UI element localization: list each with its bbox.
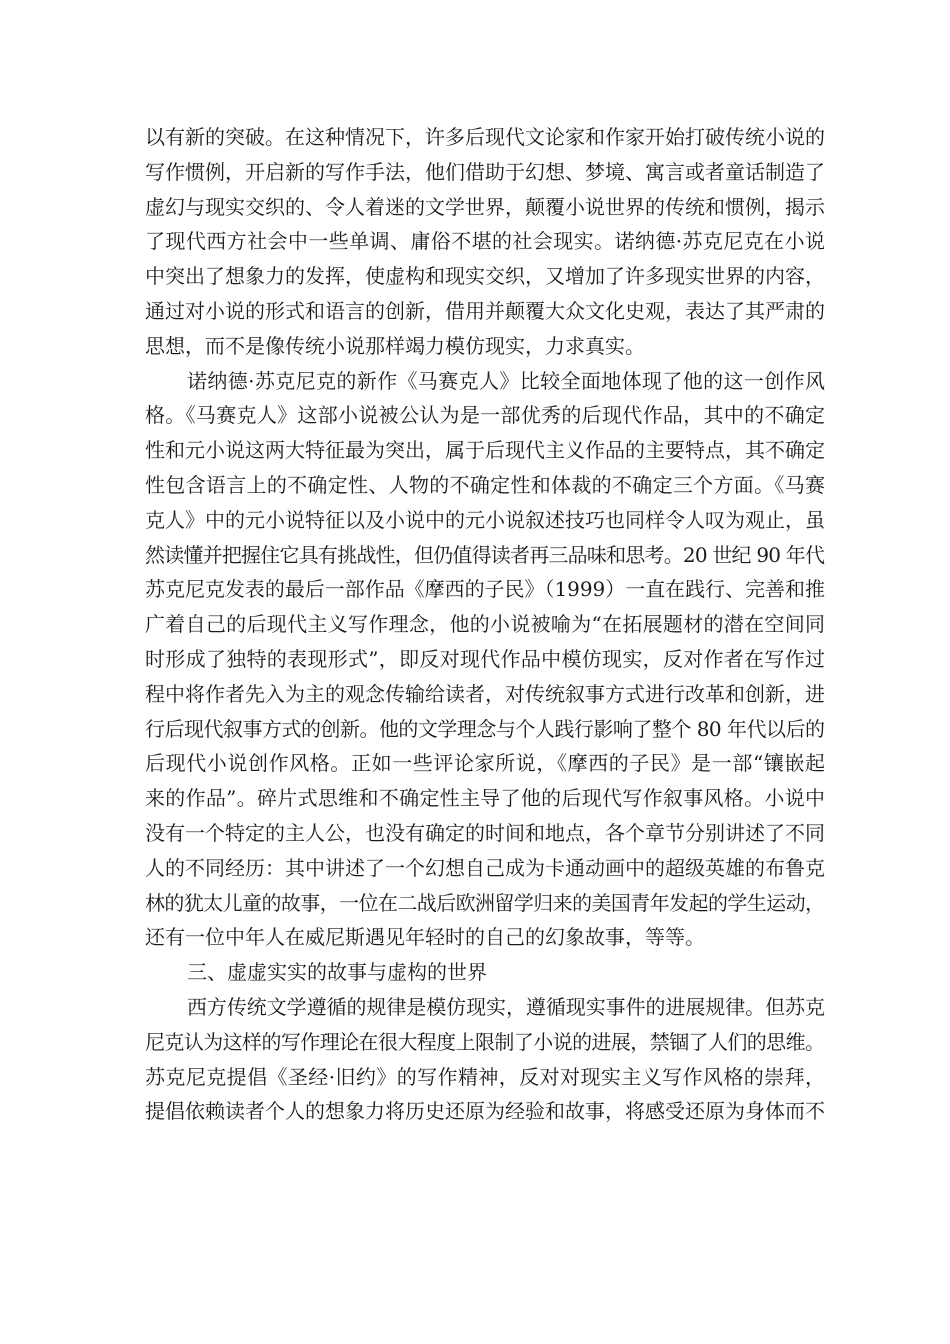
- text-line: 性包含语言上的不确定性、人物的不确定性和体裁的不确定三个方面。《马赛: [145, 472, 826, 497]
- text-line: 行后现代叙事方式的创新。他的文学理念与个人践行影响了整个 80 年代以后的: [145, 716, 825, 741]
- paragraph: [145, 120, 825, 364]
- text-line: 人的不同经历：其中讲述了一个幻想自己成为卡通动画中的超级英雄的布鲁克: [145, 855, 825, 880]
- text-line: 克人》中的元小说特征以及小说中的元小说叙述技巧也同样令人叹为观止，虽: [145, 507, 825, 532]
- paragraph: [145, 955, 825, 990]
- text-line: 然读懂并把握住它具有挑战性，但仍值得读者再三品味和思考。20 世纪 90 年代: [145, 542, 825, 567]
- text-line: 程中将作者先入为主的观念传输给读者，对传统叙事方式进行改革和创新，进: [145, 681, 825, 706]
- text-line: 广着自己的后现代主义写作理念，他的小说被喻为“在拓展题材的潜在空间同: [145, 612, 826, 637]
- text-line: 苏克尼克提倡《圣经·旧约》的写作精神，反对对现实主义写作风格的崇拜，: [145, 1064, 826, 1089]
- text-line: 后现代小说创作风格。正如一些评论家所说，《摩西的子民》是一部“镶嵌起: [145, 751, 826, 776]
- text-line: 时形成了独特的表现形式”，即反对现代作品中模仿现实，反对作者在写作过: [145, 646, 826, 671]
- text-line: 三、虚虚实实的故事与虚构的世界: [187, 960, 487, 985]
- text-line: 提倡依赖读者个人的想象力将历史还原为经验和故事，将感受还原为身体而不: [145, 1099, 825, 1124]
- text-line: 格。《马赛克人》这部小说被公认为是一部优秀的后现代作品，其中的不确定: [145, 403, 826, 428]
- paragraph: [145, 364, 825, 956]
- text-line: 性和元小说这两大特征最为突出，属于后现代主义作品的主要特点，其不确定: [145, 438, 825, 463]
- text-line: 思想，而不是像传统小说那样竭力模仿现实，力求真实。: [145, 333, 645, 358]
- text-line: 诺纳德·苏克尼克的新作《马赛克人》比较全面地体现了他的这一创作风: [187, 368, 826, 393]
- text-line: 以有新的突破。在这种情况下，许多后现代文论家和作家开始打破传统小说的: [145, 125, 825, 149]
- text-line: 中突出了想象力的发挥，使虚构和现实交织，又增加了许多现实世界的内容，: [145, 264, 825, 289]
- text-line: 林的犹太儿童的故事，一位在二战后欧洲留学归来的美国青年发起的学生运动，: [145, 890, 825, 915]
- text-line: 通过对小说的形式和语言的创新，借用并颠覆大众文化史观，表达了其严肃的: [145, 298, 825, 323]
- text-line: 还有一位中年人在威尼斯遇见年轻时的自己的幻象故事，等等。: [145, 925, 705, 950]
- text-line: 了现代西方社会中一些单调、庸俗不堪的社会现实。诺纳德·苏克尼克在小说: [145, 229, 826, 254]
- text-line: 西方传统文学遵循的规律是模仿现实，遵循现实事件的进展规律。但苏克: [187, 994, 825, 1019]
- text-line: 尼克认为这样的写作理论在很大程度上限制了小说的进展，禁锢了人们的思维。: [145, 1029, 825, 1054]
- text-line: 写作惯例，开启新的写作手法，他们借助于幻想、梦境、寓言或者童话制造了: [145, 159, 825, 184]
- body-text: [145, 120, 825, 1129]
- text-line: 没有一个特定的主人公，也没有确定的时间和地点，各个章节分别讲述了不同: [145, 820, 825, 845]
- text-line: 虚幻与现实交织的、令人着迷的文学世界，颠覆小说世界的传统和惯例，揭示: [145, 194, 825, 219]
- text-line: 苏克尼克发表的最后一部作品《摩西的子民》（1999）一直在践行、完善和推: [145, 577, 825, 602]
- text-line: 来的作品”。碎片式思维和不确定性主导了他的后现代写作叙事风格。小说中: [145, 786, 826, 811]
- paragraph: [145, 990, 825, 1129]
